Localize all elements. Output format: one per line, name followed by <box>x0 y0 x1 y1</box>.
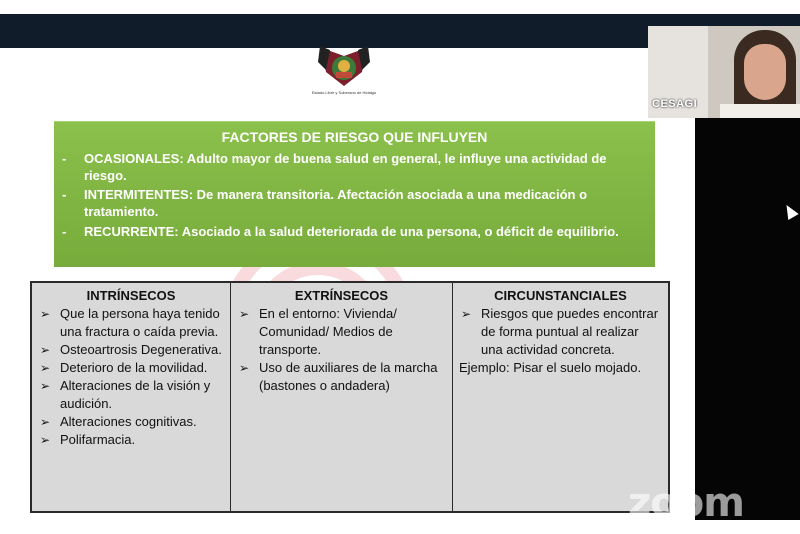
participant-name-label: CESAGI <box>652 98 698 110</box>
arrow-bullet-icon: ➢ <box>239 361 250 375</box>
dash-marker: - <box>62 187 67 202</box>
logo-caption: Estado Libre y Soberano de Hidalgo <box>311 90 377 95</box>
list-item <box>237 359 446 395</box>
risk-factors-title: FACTORES DE RIESGO QUE INFLUYEN <box>221 129 488 145</box>
list-item-text: Alteraciones cognitivas. <box>60 414 197 429</box>
arrow-bullet-icon: ➢ <box>461 307 472 321</box>
participant-face <box>744 44 786 100</box>
arrow-bullet-icon: ➢ <box>40 343 51 357</box>
arrow-bullet-icon: ➢ <box>40 361 51 375</box>
zoom-watermark-logo: zoom <box>628 480 744 526</box>
column-circunstanciales <box>452 283 668 511</box>
arrow-bullet-icon: ➢ <box>40 307 51 321</box>
risk-item-text: RECURRENTE: Asociado a la salud deteriorada de una persona, o déficit de equilibrio. <box>84 224 619 239</box>
example-note: Ejemplo: Pisar el suelo mojado. <box>459 360 642 375</box>
risk-factors-table <box>30 281 670 513</box>
dash-marker: - <box>62 224 67 239</box>
list-item-text: Deterioro de la movilidad. <box>60 360 208 375</box>
list-item <box>38 341 224 359</box>
column-intrinsecos <box>32 283 230 511</box>
arrow-bullet-icon: ➢ <box>40 415 51 429</box>
risk-item-text: INTERMITENTES: De manera transitoria. Afectación asociada a una medicación o tratamiento. <box>84 187 588 219</box>
column-extrinsecos <box>230 283 452 511</box>
list-item-text: En el entorno: Vivienda/ Comunidad/ Medios de transporte. <box>259 306 397 357</box>
participant-shirt <box>720 104 800 118</box>
arrow-bullet-icon: ➢ <box>40 379 51 393</box>
column-header: CIRCUNSTANCIALES <box>494 288 627 303</box>
list-item <box>38 431 224 449</box>
list-item <box>38 377 224 413</box>
dash-marker: - <box>62 151 67 166</box>
arrow-bullet-icon: ➢ <box>40 433 51 447</box>
risk-item-text: OCASIONALES: Adulto mayor de buena salud en general, le influye una actividad de riesgo. <box>84 151 607 183</box>
risk-item-recurrente <box>62 223 652 240</box>
column-header: EXTRÍNSECOS <box>294 288 389 303</box>
list-item-text: Que la persona haya tenido una fractura o caída previa. <box>60 306 220 339</box>
list-item-text: Uso de auxiliares de la marcha (bastones o andadera) <box>259 360 438 393</box>
video-panel-background <box>695 118 800 520</box>
list-item <box>459 305 662 359</box>
top-margin <box>0 0 800 14</box>
risk-item-intermitentes <box>62 186 652 220</box>
list-item <box>38 305 224 341</box>
list-item <box>38 413 224 431</box>
list-item <box>38 359 224 377</box>
list-item-text: Alteraciones de la visión y audición. <box>60 378 211 411</box>
column-header: INTRÍNSECOS <box>86 288 176 303</box>
risk-item-ocasionales <box>62 150 652 184</box>
list-item-text: Osteoartrosis Degenerativa. <box>60 342 222 357</box>
participant-video-tile[interactable] <box>648 26 800 118</box>
list-item-text: Polifarmacia. <box>60 432 136 447</box>
list-item-text: Riesgos que puedes encontrar de forma puntual al realizar una actividad concreta. <box>481 306 659 357</box>
arrow-bullet-icon: ➢ <box>239 307 250 321</box>
list-item <box>237 305 446 359</box>
risk-factors-box <box>54 121 655 267</box>
